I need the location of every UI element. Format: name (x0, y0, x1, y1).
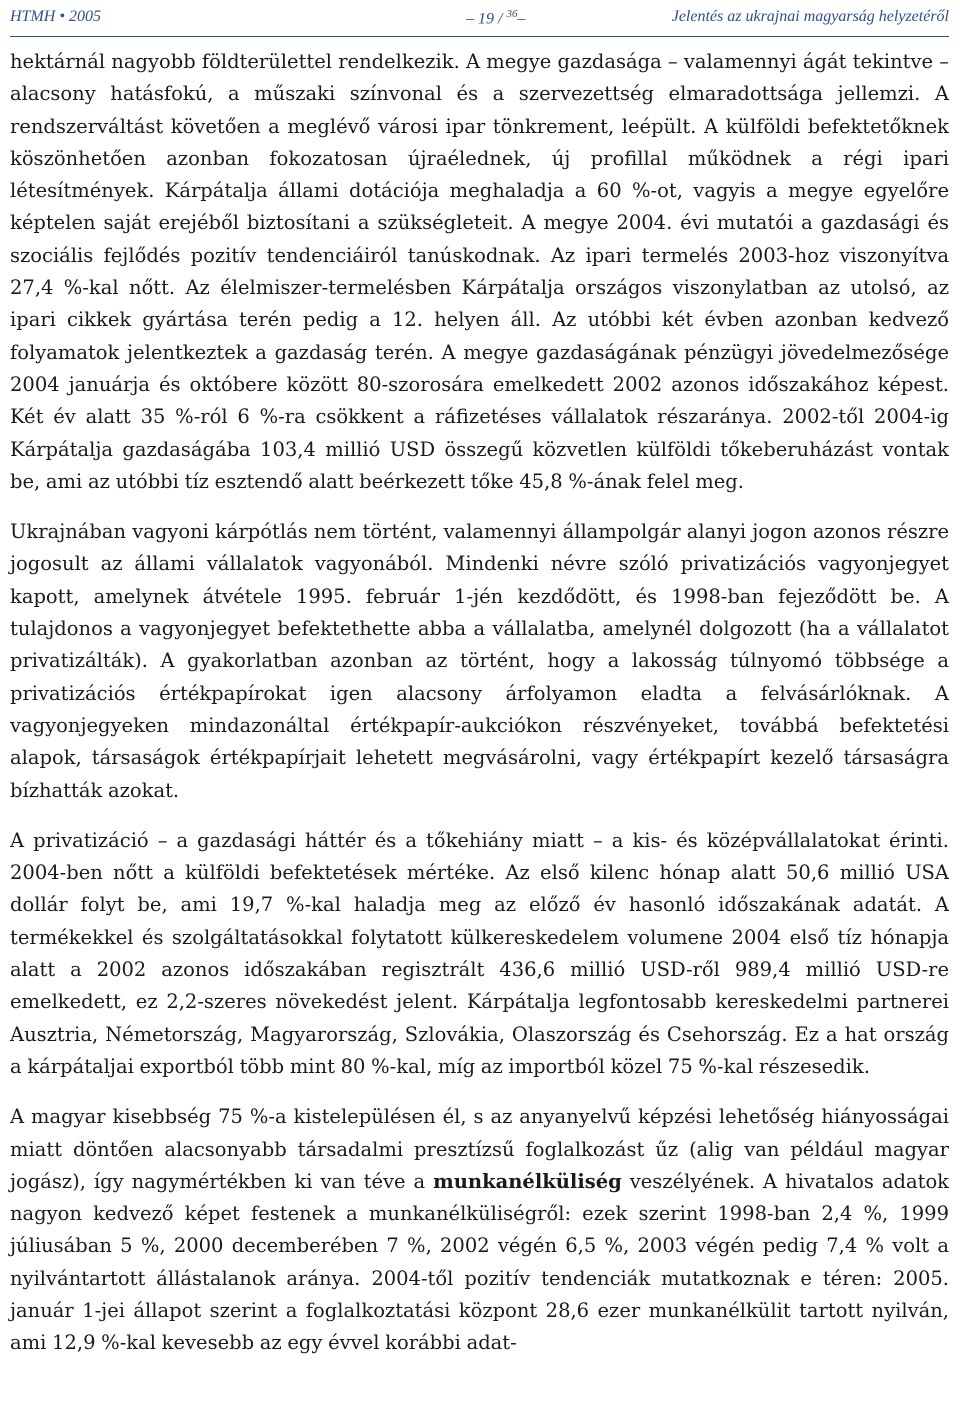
header-page-total: 36 (506, 8, 518, 20)
paragraph-privatization-vouchers: Ukrajnában vagyoni kárpótlás nem történt, valamennyi állampolgár alanyi jogon azonos részre jogosult az állami vállalatok vagyonából. Mindenki névre szóló privatizációs vagyonjegyet kapott, amelynek átvétele 1995. február 1-jén kezdődött, és 1998-ban fejeződött be. A tulajdonos a vagyonjegyet befektethette abba a vállalatba, amelynél dolgozott (ha a vállalatot privatizálták). A gyakorlatban azonban az történt, hogy a lakosság túlnyomó többsége a privatizációs értékpapírokat igen alacsony árfolyamon eladta a felvásárlóknak. A vagyonjegyeken mindazonáltal értékpapír-aukciókon részvényeket, továbbá befektetési alapok, társaságok értékpapírjait lehetett megvásárolni, vagy értékpapírt kezelő társaságra bízhatták azokat. (10, 520, 949, 802)
header-journal: HTMH • 2005 (10, 8, 101, 25)
header-page-current: – 19 / (466, 10, 507, 28)
unemployment-text-after: veszélyének. A hivatalos adatok nagyon kedvező képet festenek a munkanélküliségről: ezek szerint 1998-ban 2,4 %, 1999 júliusában 5 %, 2000 decemberében 7 %, 2002 végén 6,5 %, 2003 végén pedig 7,4 % volt a nyilvántartott állástalanok aránya. 2004-től pozitív tendenciák mutatkoznak e téren: 2005. január 1-jei állapot szerint a foglalkoztatási központ 28,6 ezer munkanélkülit tartott nyilván, ami 12,9 %-kal kevesebb az egy évvel korábbi adat- (10, 1169, 950, 1355)
unemployment-keyword: munkanélküliség (433, 1169, 622, 1193)
header-page-dash: – (517, 10, 526, 28)
paragraph-unemployment (10, 1101, 949, 1359)
header-title: Jelentés az ukrajnai magyarság helyzetéről (671, 8, 949, 25)
running-header (10, 0, 949, 37)
unemployment-text-before: A magyar kisebbség 75 %-a kistelepülésen él, s az anyanyelvű képzési lehetőség hiányosságai miatt döntően alacsonyabb társadalmi presztízsű foglalkozást űz (alig van például magyar jogász), így nagymértékben ki van téve a (10, 1105, 949, 1193)
paragraph-economy: hektárnál nagyobb földterülettel rendelkezik. A megye gazdasága – valamennyi ágát tekintve – alacsony hatásfokú, a műszaki színvonal és a szervezettség elmaradottsága jellemzi. A rendszerváltást követően a meglévő városi ipar tönkrement, leépült. A külföldi befektetőknek köszönhetően azonban fokozatosan újraélednek, új profillal működnek a régi ipari létesítmények. Kárpátalja állami dotációja meghaladja a 60 %-ot, vagyis a megye egyelőre képtelen saját erejéből biztosítani a szükségleteit. A megye 2004. évi mutatói a gazdasági és szociális fejlődés pozitív tendenciáiról tanúskodnak. Az ipari termelés 2003-hoz viszonyítva 27,4 %-kal nőtt. Az élelmiszer-termelésben Kárpátalja országos viszonylatban az utolsó, az ipari cikkek gyártása terén pedig a 12. helyen áll. Az utóbbi két évben azonban kedvező folyamatok jelentkeztek a gazdaság terén. A megye gazdaságának pénzügyi jövedelmezősége 2004 januárja és októbere között 80-szorosára emelkedett 2002 azonos időszakához képest. Két év alatt 35 %-ról 6 %-ra csökkent a ráfizetéses vállalatok részaránya. 2002-től 2004-ig Kárpátalja gazdaságába 103,4 millió USD összegű közvetlen külföldi tőkeberuházást vontak be, ami az utóbbi tíz esztendő alatt beérkezett tőke 45,8 %-ának felel meg. (10, 50, 949, 493)
header-page-number (466, 8, 525, 28)
body-text (10, 46, 949, 1360)
paragraph-foreign-investment: A privatizáció – a gazdasági háttér és a tőkehiány miatt – a kis- és középvállalatokat érinti. 2004-ben nőtt a külföldi befektetések mértéke. Az első kilenc hónap alatt 50,6 millió USA dollár folyt be, ami 19,7 %-kal haladja meg az előző év hasonló időszakának adatát. A termékekkel és szolgáltatásokkal folytatott külkereskedelem volumene 2004 első tíz hónapja alatt a 2002 azonos időszakában regisztrált 436,6 millió USD-ről 989,4 millió USD-re emelkedett, ez 2,2-szeres növekedést jelent. Kárpátalja legfontosabb kereskedelmi partnerei Ausztria, Németország, Magyarország, Szlovákia, Olaszország és Csehország. Ez a hat ország a kárpátaljai exportból több mint 80 %-kal, míg az importból közel 75 %-kal részesedik. (10, 828, 949, 1078)
